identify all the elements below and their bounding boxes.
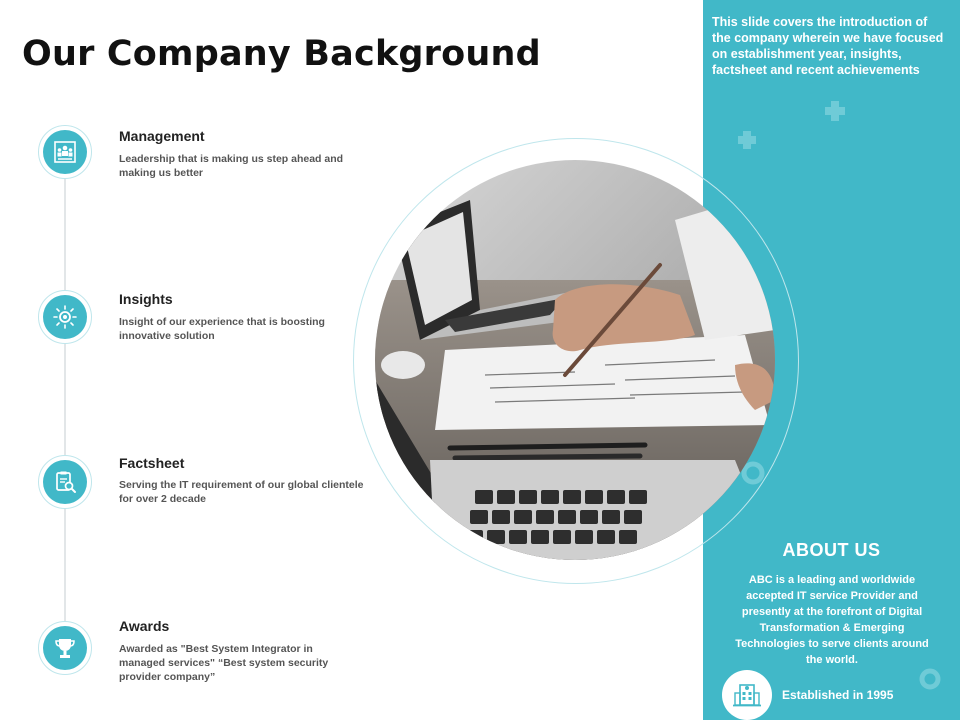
timeline-line — [64, 152, 66, 648]
team-icon — [52, 139, 78, 165]
insights-title: Insights — [119, 291, 173, 307]
about-us-title: ABOUT US — [782, 540, 881, 560]
slide-title: Our Company Background — [22, 34, 541, 74]
gear-bulb-icon — [52, 304, 78, 330]
established-text: Established in 1995 — [782, 688, 894, 702]
building-icon — [731, 679, 763, 711]
insights-desc: Insight of our experience that is boosting innovative solution — [119, 316, 325, 342]
plus-decoration-icon — [824, 100, 846, 122]
management-title: Management — [119, 128, 205, 144]
management-icon-badge — [38, 125, 92, 179]
insights-icon-badge — [38, 290, 92, 344]
awards-desc: Awarded as "Best System Integrator in managed services" “Best system security provider company” — [119, 643, 329, 683]
factsheet-title: Factsheet — [119, 455, 185, 471]
ring-decoration-icon — [918, 667, 942, 691]
laptop-paperwork-illustration — [375, 160, 775, 560]
awards-icon-badge — [38, 621, 92, 675]
plus-decoration-icon — [737, 130, 757, 150]
management-desc: Leadership that is making us step ahead and making us better — [119, 153, 344, 179]
trophy-icon — [52, 635, 78, 661]
awards-title: Awards — [119, 618, 170, 634]
factsheet-desc: Serving the IT requirement of our global clientele for over 2 decade — [119, 479, 364, 505]
factsheet-icon-badge — [38, 455, 92, 509]
about-us-body: ABC is a leading and worldwide accepted IT service Provider and presently at the forefront of Digital Transformation & Emerging Technologies to serve clients around the world. — [735, 574, 929, 666]
office-desk-photo — [375, 160, 775, 560]
clipboard-search-icon — [52, 469, 78, 495]
established-icon-badge — [722, 670, 772, 720]
slide-intro-text: This slide covers the introduction of the company wherein we have focused on establishment year, insights, factsheet and recent achievements — [712, 15, 944, 77]
